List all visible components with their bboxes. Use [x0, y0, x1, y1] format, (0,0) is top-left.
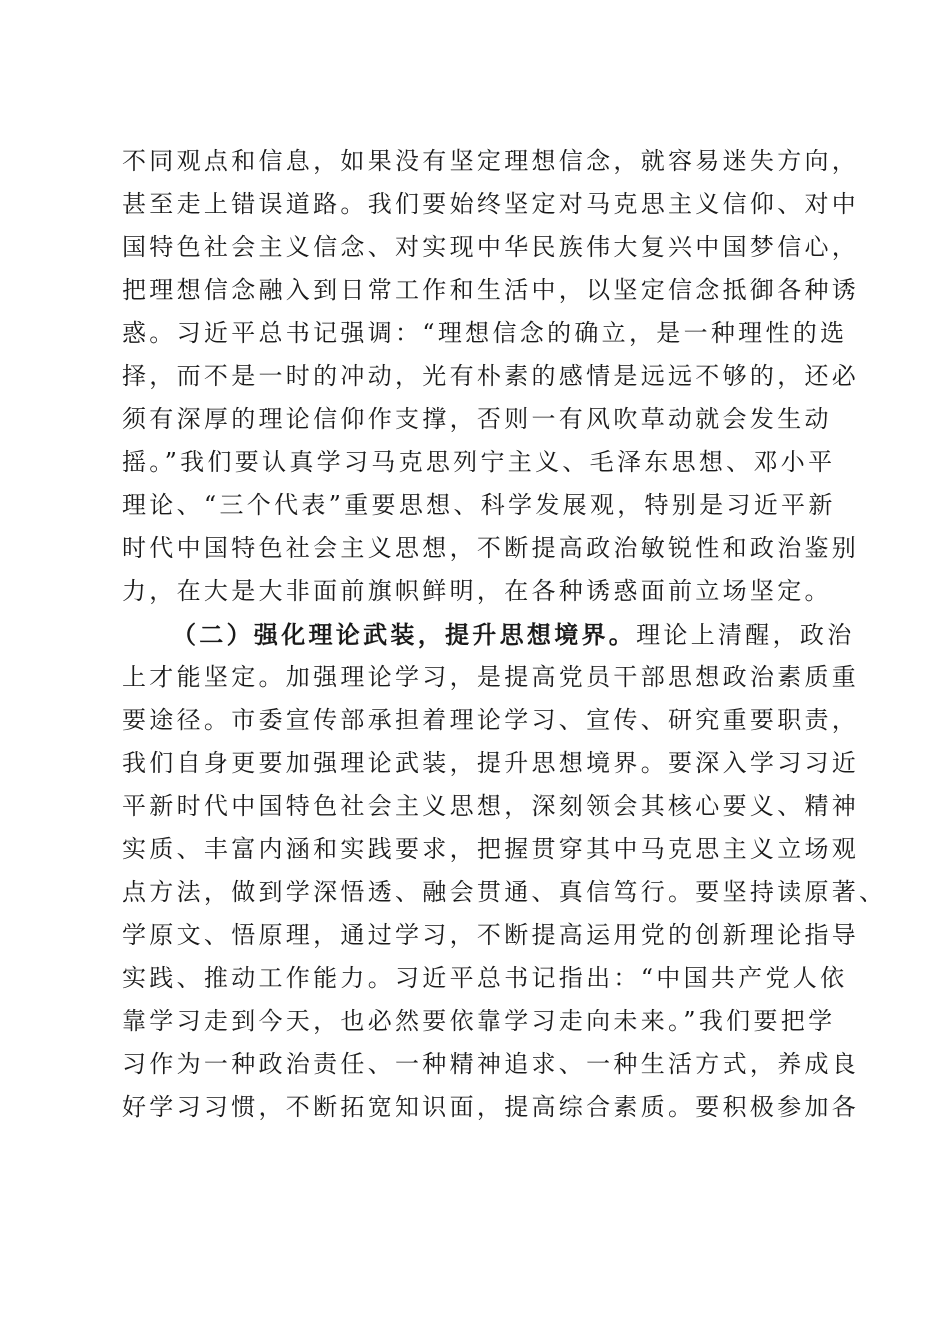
text-line: 上才能坚定。加强理论学习，是提高党员干部思想政治素质重 — [122, 663, 860, 691]
text-line: 要途径。市委宣传部承担着理论学习、宣传、研究重要职责， — [122, 706, 860, 734]
text-line: 须有深厚的理论信仰作支撑，否则一有风吹草动就会发生动 — [122, 405, 832, 433]
section-heading: （二）强化理论武装，提升思想境界。 — [172, 620, 637, 649]
text-line: 摇。”我们要认真学习马克思列宁主义、毛泽东思想、邓小平 — [122, 448, 836, 476]
text-line: 靠学习走到今天，也必然要依靠学习走向未来。”我们要把学 — [122, 1007, 836, 1035]
text-line: 习作为一种政治责任、一种精神追求、一种生活方式，养成良 — [122, 1050, 860, 1078]
text-line: 甚至走上错误道路。我们要始终坚定对马克思主义信仰、对中 — [122, 190, 860, 218]
text-line: 择，而不是一时的冲动，光有朴素的感情是远远不够的，还必 — [122, 362, 860, 390]
text-line: 学原文、悟原理，通过学习，不断提高运用党的创新理论指导 — [122, 921, 860, 949]
body-text — [122, 140, 887, 1129]
text-line: 惑。习近平总书记强调：“理想信念的确立，是一种理性的选 — [122, 319, 848, 347]
text-line: 理论、“三个代表”重要思想、科学发展观，特别是习近平新 — [122, 491, 836, 519]
text-line: 点方法，做到学深悟透、融会贯通、真信笃行。要坚持读原著、 — [122, 878, 887, 906]
text-line: 实践、推动工作能力。习近平总书记指出：“中国共产党人依 — [122, 964, 848, 992]
section-heading-rest: 理论上清醒，政治 — [636, 621, 855, 649]
section-heading-line — [122, 613, 855, 656]
text-line: 实质、丰富内涵和实践要求，把握贯穿其中马克思主义立场观 — [122, 835, 860, 863]
text-line: 国特色社会主义信念、对实现中华民族伟大复兴中国梦信心， — [122, 233, 860, 261]
text-line: 不同观点和信息，如果没有坚定理想信念，就容易迷失方向， — [122, 147, 860, 175]
text-line: 时代中国特色社会主义思想，不断提高政治敏锐性和政治鉴别 — [122, 534, 860, 562]
text-line: 平新时代中国特色社会主义思想，深刻领会其核心要义、精神 — [122, 792, 860, 820]
text-line: 好学习习惯，不断拓宽知识面，提高综合素质。要积极参加各 — [122, 1093, 860, 1121]
text-line: 把理想信念融入到日常工作和生活中，以坚定信念抵御各种诱 — [122, 276, 860, 304]
text-line: 力，在大是大非面前旗帜鲜明，在各种诱惑面前立场坚定。 — [122, 577, 832, 605]
text-line: 我们自身更要加强理论武装，提升思想境界。要深入学习习近 — [122, 749, 860, 777]
